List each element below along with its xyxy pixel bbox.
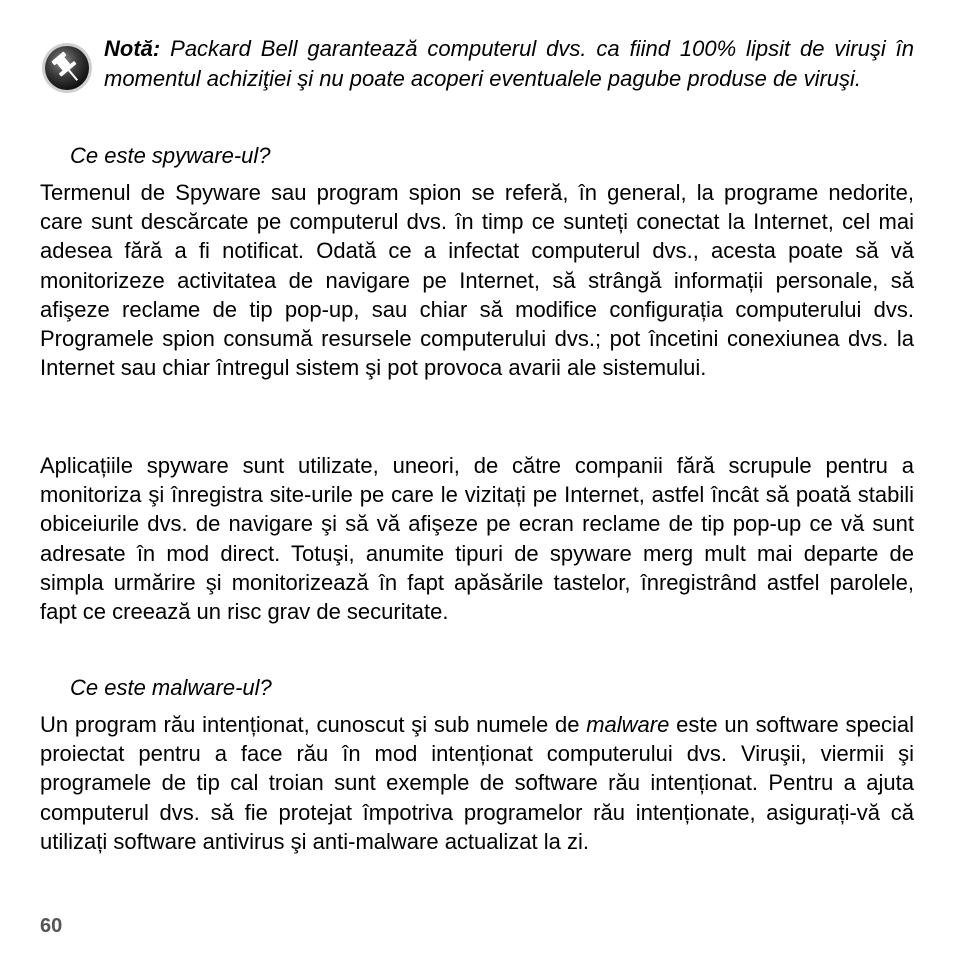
- paragraph-spyware-2: Aplicațiile spyware sunt utilizate, uneori, de către companii fără scrupule pentru a monitoriza şi înregistra site-urile pe care le vizitați pe Internet, astfel încât să poată stabili obiceiurile dvs. de navigare şi să vă afişeze pe ecran reclame de tip pop-up ce vă sunt adresate în mod direct. Totuşi, anumite tipuri de spyware merg mult mai departe de simpla urmărire şi monitorizează în fapt apăsările tastelor, înregistrând astfel parolele, fapt ce creează un risc grav de securitate.: [40, 453, 914, 625]
- paragraph-malware: [40, 710, 914, 856]
- paragraph-malware-start: Un program rău intenționat, cunoscut şi sub numele de: [40, 712, 587, 737]
- note-label: Notă:: [104, 36, 161, 61]
- paragraph-spyware-1: Termenul de Spyware sau program spion se referă, în general, la programe nedorite, care sunt descărcate pe computerul dvs. în timp ce sunteți conectat la Internet, cel mai adesea fără a fi notificat. Odată ce a infectat computerul dvs., acesta poate să vă monitorizeze activitatea de navigare pe Internet, să strângă informații personale, să afişeze reclame de tip pop-up, sau chiar să modifice configurația computerului dvs. Programele spion consumă resursele computerului dvs.; pot încetini conexiunea dvs. la Internet sau chiar întregul sistem şi pot provoca avarii ale sistemului.: [40, 180, 914, 381]
- note-body: Packard Bell garantează computerul dvs. ca fiind 100% lipsit de viruşi în momentul achiziţiei şi nu poate acoperi eventualele pagube produse de viruşi.: [104, 36, 914, 91]
- paragraph-malware-rest: este un software special proiectat pentru a face rău în mod intenționat computerului dvs. Viruşii, viermii şi programele de tip cal troian sunt exemple de software rău intenționat. Pentru a ajuta computerul dvs. să fie protejat împotriva programelor rău intenționate, asigurați-vă că utilizați software antivirus şi anti-malware actualizat la zi.: [40, 712, 914, 854]
- malware-emphasis: malware: [586, 712, 670, 737]
- pushpin-note-icon: [40, 41, 94, 95]
- page-number: 60: [40, 915, 63, 937]
- heading-spyware: Ce este spyware-ul?: [70, 143, 271, 168]
- note-text: [104, 34, 914, 93]
- heading-malware: Ce este malware-ul?: [70, 675, 272, 700]
